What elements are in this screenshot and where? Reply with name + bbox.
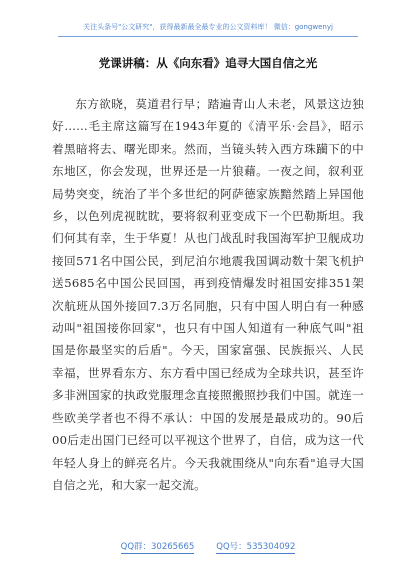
document-title: 党课讲稿：从《向东看》追寻大国自信之光 <box>98 56 318 70</box>
document-body <box>52 93 364 496</box>
body-paragraph: 东方欲晓，莫道君行早；踏遍青山人未老，风景这边独好……毛主席这篇写在1943年夏的《清平乐·会昌》，昭示着黑暗将去、曙光即来。然而，当镜头转入西方珠躏下的中东地区，你会发现，世界还是一片狼藉。一夜之间，叙利亚局势突变，统治了半个多世纪的阿萨德家族黯然踏上异国他乡，以色列虎视眈眈，要将叙利亚变成下一个巴勒斯坦。我们何其有幸，生于华夏！从也门战乱时我国海军护卫舰成功接回571名中国公民，到尼泊尔地震我国调动数十架飞机护送5685名中国公民回国，再到疫情爆发时祖国安排351架次航班从国外接回7.3万名同胞，只有中国人明白有一种感动叫"祖国接你回家"，也只有中国人知道有一种底气叫"祖国是你最坚实的后盾"。今天，国家富强、民族振兴、人民幸福，世界看东方、东方看中国已经成为全球共识，甚至许多非洲国家的执政党服理念直接照搬照抄我们中国。就连一些欧美学者也不得不承认：中国的发展是最成功的。90后00后走出国门已经可以平视这个世界了，自信，成为这一代年轻人身上的鲜亮名片。今天我就围绕从"向东看"追寻大国自信之光，和大家一起交流。 <box>52 97 364 492</box>
footer-qq-link[interactable]: QQ号：535304092 <box>216 542 296 552</box>
header-notice: 关注头条号"公文研究"，获得最新最全最专业的公文资料库！ 微信：gongwenyj <box>83 23 333 31</box>
header-divider <box>58 36 358 37</box>
footer-contacts <box>58 540 358 554</box>
footer-qq-group-link[interactable]: QQ群：30265665 <box>120 542 195 552</box>
